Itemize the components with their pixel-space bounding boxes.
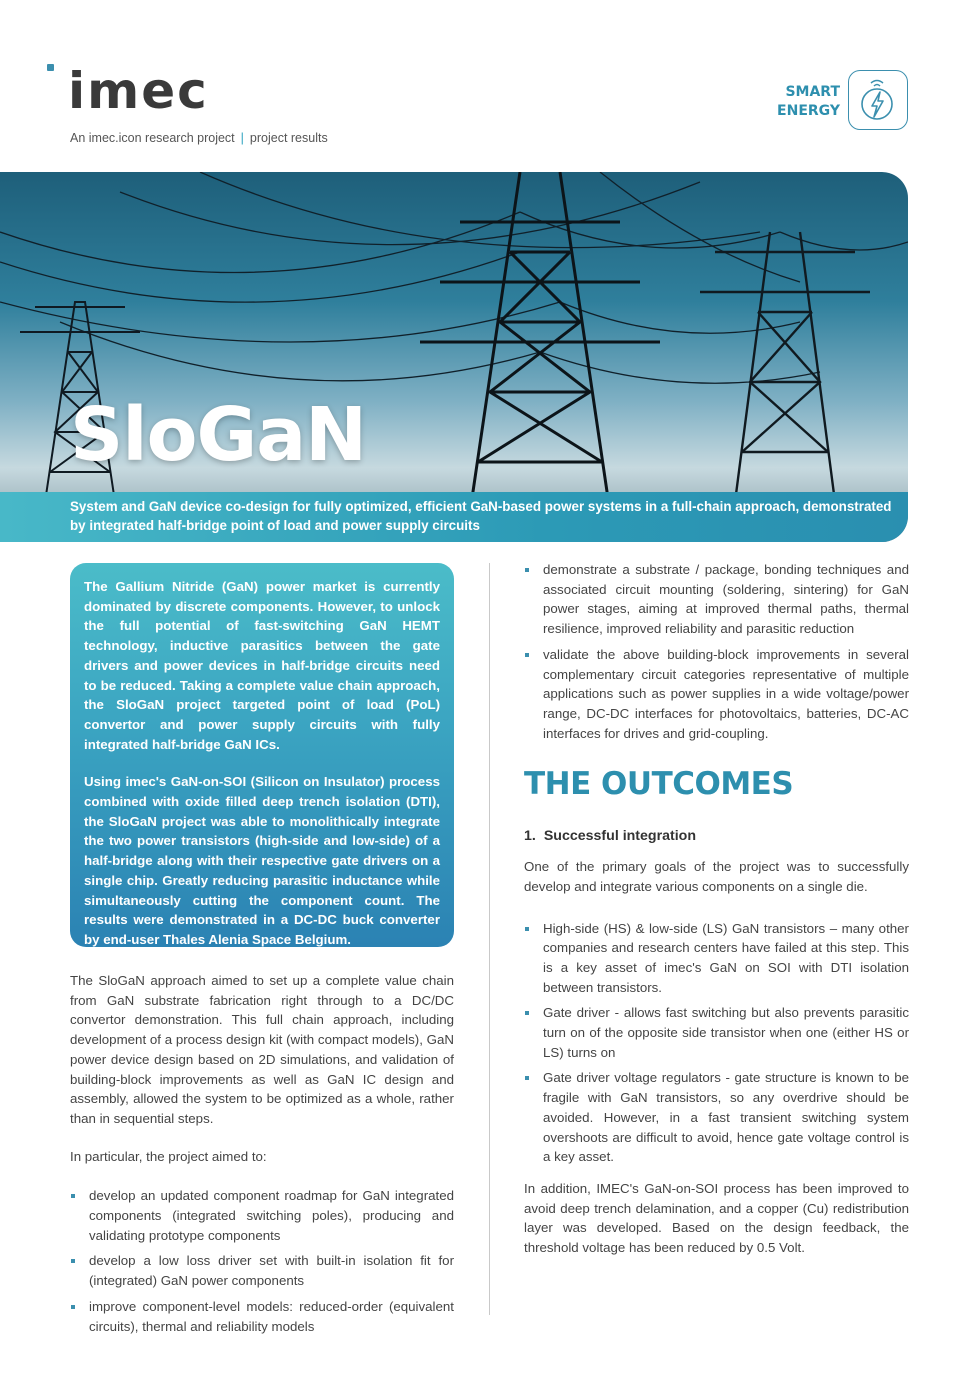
imec-logo: imec [68,62,209,120]
intro-paragraph-2: Using imec's GaN-on-SOI (Silicon on Insulator) process combined with oxide filled deep trench isolation (DTI), the SloGaN project was able to monolithically integrate the two power transistors (high-side and low-side) of a half-bridge along with their respective gate drivers on a single chip. Greatly reducing parasitic inductance while simultaneously cutting the component count. The results were demonstrated in a DC-DC buck converter by end-user Thales Alenia Space Belgium. [84,774,440,947]
project-line [70,131,328,145]
intro-box [70,563,454,947]
list-item: Gate driver - allows fast switching but also prevents parasitic turn on of the opposite side transistor when one (either HS or LS) turns on [524,1003,909,1062]
badge-line-2: ENERGY [777,103,840,119]
list-item: Gate driver voltage regulators - gate structure is known to be fragile with GaN transistors, so any overdrive should be avoided. However, in a fast transient switching system overshoots are difficult to avoid, hence gate voltage control is a key asset. [524,1068,909,1167]
lightning-bolt-icon [849,71,906,128]
power-pylons-illustration [0,172,908,542]
project-line-text: An imec.icon research project [70,131,235,145]
left-column [70,971,454,1342]
hero-image [0,172,908,542]
intro-paragraph-1: The Gallium Nitride (GaN) power market is currently dominated by discrete components. However, to unlock the full potential of fast-switching GaN HEMT technology, inductive parasitics between the gate drivers and power devices in half-bridge circuits need to be reduced. Taking a complete value chain approach, the SloGaN project targeted point of load (PoL) convertor and power supply circuits with fully integrated half-bridge GaN ICs. [84,579,440,752]
aims-intro: In particular, the project aimed to: [70,1148,267,1164]
outcomes-heading: THE OUTCOMES [524,766,794,803]
approach-paragraph: The SloGaN approach aimed to set up a complete value chain from GaN substrate fabrication right through to a DC/DC convertor demonstration. This full chain approach, including development of a process design kit (with compact models), GaN power device design based on 2D simulations, and validation of building-block improvements as well as GaN IC design and assembly, allowed the system to be optimized as a whole, rather than in sequential steps. [70,973,454,1126]
list-item: develop an updated component roadmap for GaN integrated components (integrated switching poles), producing and validating prototype components [70,1186,454,1245]
hero-subtitle: System and GaN device co-design for fully optimized, efficient GaN-based power systems in a full-chain approach, demonstrated by integrated half-bridge point of load and power supply circuits [70,499,892,533]
separator: | [240,131,244,145]
aims-list [70,1186,454,1336]
list-item: validate the above building-block improvements in several complementary circuit categories representative of multiple applications such as power supplies in a wide voltage/power range, DC-DC interfaces for photovoltaics, batteries, DC-AC interfaces for drives and grid-coupling. [524,645,909,744]
badge-line-1: SMART [785,84,840,100]
right-column [524,560,909,1272]
section-heading [524,827,909,847]
smart-energy-badge [848,70,908,130]
outcomes-list [524,919,909,1167]
outcomes-paragraph-2: In addition, IMEC's GaN-on-SOI process has been improved to avoid deep trench delamination, and a copper (Cu) redistribution layer was developed. Based on the design feedback, the threshold voltage has been reduced by 0.5 Volt. [524,1180,909,1256]
section-title: Successful integration [543,828,696,845]
list-item: develop a low loss driver set with built-in isolation fit for (integrated) GaN power components [70,1251,454,1290]
aims-list-continued [524,560,909,743]
list-item: demonstrate a substrate / package, bonding techniques and associated circuit mounting (soldering, sintering) for GaN power stages, aiming at improved thermal paths, thermal resilience, improved reliability and parasitic reduction [524,560,909,639]
section-number: 1. [524,828,536,845]
list-item: improve component-level models: reduced-order (equivalent circuits), thermal and reliability models [70,1297,454,1336]
hero-title: SloGaN [70,392,367,478]
list-item: High-side (HS) & low-side (LS) GaN transistors – many other companies and research centers have failed at this step. This is a key asset of imec's GaN on SOI with DTI isolation between transistors. [524,919,909,998]
project-results-text: project results [249,131,328,145]
smart-energy-label [777,83,840,121]
outcomes-paragraph-1: One of the primary goals of the project was to successfully develop and integrate various components on a single die. [524,859,909,894]
logo-dot [47,64,54,71]
column-divider [489,563,490,1315]
